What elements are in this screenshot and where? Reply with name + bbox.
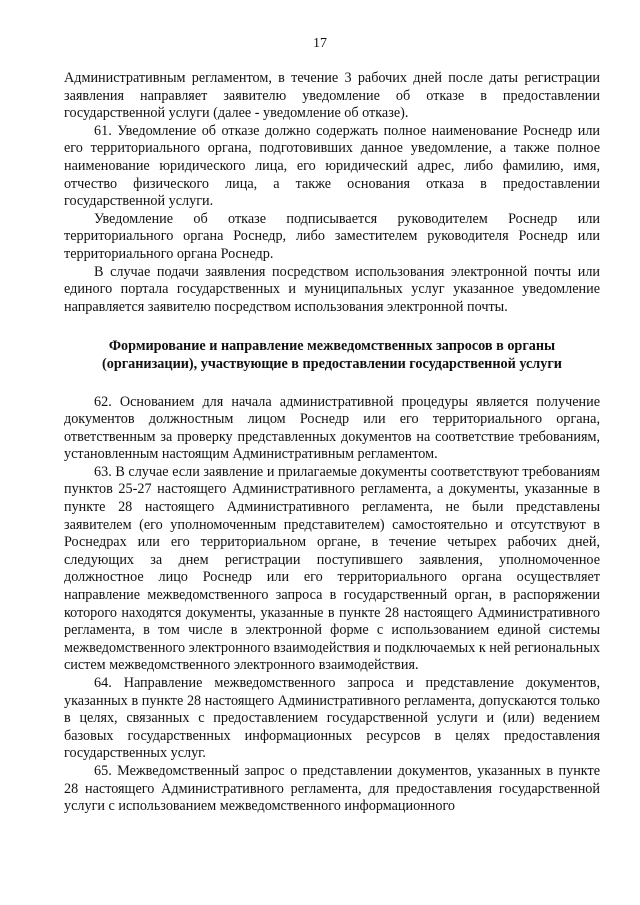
section-heading: Формирование и направление межведомственных запросов в органы (организации), участвующие в предоставлении государственной услуги (102, 338, 562, 372)
paragraph-62: 62. Основанием для начала административной процедуры является получение документов должностным лицом Роснедр или его территориального органа, ответственным за проверку представленных документов на соответствие требованиям, установленным настоящим Административным регламентом. (64, 393, 600, 463)
paragraph-64: 64. Направление межведомственного запроса и представление документов, указанных в пункте 28 настоящего Административного регламента, допускаются только в целях, связанных с предоставлением государственной услуги и (или) ведением базовых государственных информационных ресурсов в целях предоставления государственных услуг. (64, 675, 600, 762)
paragraph-65: 65. Межведомственный запрос о представлении документов, указанных в пункте 28 настоящего Административного регламента, для предоставления государственной услуги с использованием межведомственного информационного (64, 762, 600, 815)
paragraph-electronic-notice: В случае подачи заявления посредством использования электронной почты или единого портала государственных и муниципальных услуг указанное уведомление направляется заявителю посредством использования электронной почты. (64, 263, 600, 315)
paragraph-61: 61. Уведомление об отказе должно содержать полное наименование Роснедр или его территориального органа, подготовивших данное уведомление, а также полное наименование юридического лица, его юридический адрес, либо фамилию, имя, отчество физического лица, а также основания отказа в предоставлении государственной услуги. (64, 122, 600, 210)
paragraph-continuation: Административным регламентом, в течение 3 рабочих дней после даты регистрации заявления направляет заявителю уведомление об отказе в предоставлении государственной услуги (далее - уведомление об отказе). (64, 70, 600, 122)
document-body (64, 70, 600, 816)
page-number: 17 (313, 36, 327, 51)
paragraph-63: 63. В случае если заявление и прилагаемые документы соответствуют требованиям пунктов 25-27 настоящего Административного регламента, а документы, указанные в пункте 28 настоящего Административного регламента, не были представлены заявителем (его уполномоченным представителем) самостоятельно и отсутствуют в Роснедрах или его территориальном органе, в течение четырех рабочих дней, следующих за днем регистрации поступившего заявления, уполномоченное должностное лицо Роснедр или его территориального органа осуществляет направление межведомственного запроса в государственный орган, в распоряжении которого находятся документы, указанные в пункте 28 настоящего Административного регламента, в том числе в электронной форме с использованием единой системы межведомственного электронного взаимодействия и подключаемых к ней региональных систем межведомственного электронного взаимодействия. (64, 463, 600, 674)
paragraph-signature: Уведомление об отказе подписывается руководителем Роснедр или территориального органа Роснедр, либо заместителем руководителя Роснедр или территориального органа Роснедр. (64, 210, 600, 262)
